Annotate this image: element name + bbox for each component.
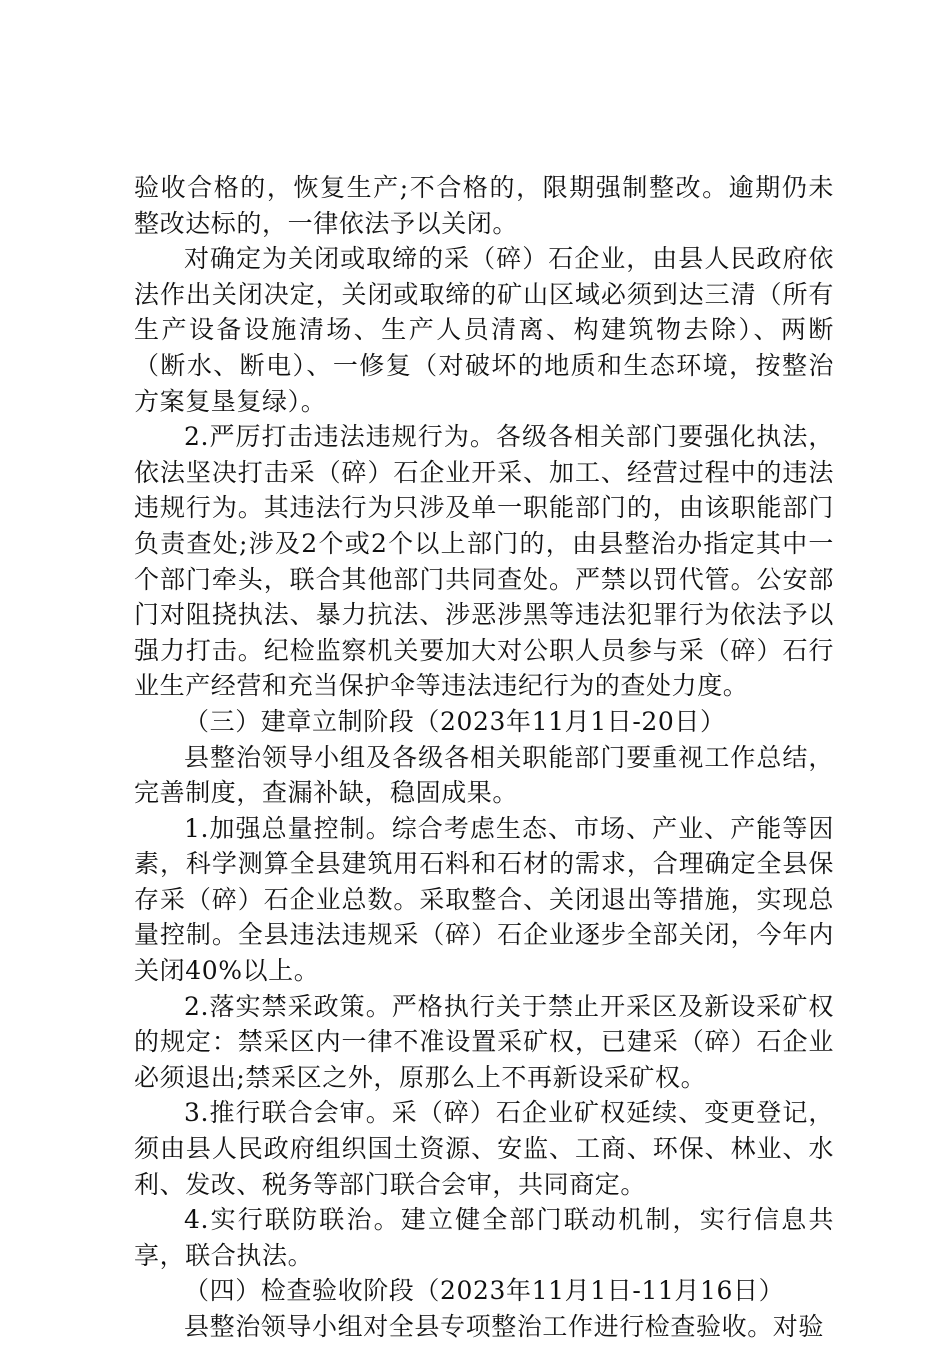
paragraph: 县整治领导小组及各级各相关职能部门要重视工作总结，完善制度，查漏补缺，稳固成果。 bbox=[134, 742, 834, 808]
paragraph: 4.实行联防联治。建立健全部门联动机制，实行信息共享，联合执法。 bbox=[134, 1205, 834, 1270]
paragraph: 验收合格的，恢复生产;不合格的，限期强制整改。逾期仍未整改达标的，一律依法予以关闭。 bbox=[134, 173, 834, 238]
paragraph: 2.落实禁采政策。严格执行关于禁止开采区及新设采矿权的规定：禁采区内一律不准设置采矿权，已建采（碎）石企业必须退出;禁采区之外，原那么上不再新设采矿权。 bbox=[134, 991, 834, 1092]
section-heading: （三）建章立制阶段（2023年11月1日-20日） bbox=[184, 706, 726, 736]
document-body bbox=[134, 170, 834, 1345]
section-heading: （四）检查验收阶段（2023年11月1日-11月16日） bbox=[184, 1276, 785, 1306]
paragraph: 3.推行联合会审。采（碎）石企业矿权延续、变更登记，须由县人民政府组织国土资源、安监、工商、环保、林业、水利、发改、税务等部门联合会审，共同商定。 bbox=[134, 1098, 834, 1199]
paragraph: 2.严厉打击违法违规行为。各级各相关部门要强化执法，依法坚决打击采（碎）石企业开采、加工、经营过程中的违法违规行为。其违法行为只涉及单一职能部门的，由该职能部门负责查处;涉及2个或2个以上部门的，由县整治办指定其中一个部门牵头，联合其他部门共同查处。严禁以罚代管。公安部门对阻挠执法、暴力抗法、涉恶涉黑等违法犯罪行为依法予以强力打击。纪检监察机关要加大对公职人员参与采（碎）石行业生产经营和充当保护伞等违法违纪行为的查处力度。 bbox=[134, 422, 834, 701]
paragraph: 1.加强总量控制。综合考虑生态、市场、产业、产能等因素，科学测算全县建筑用石料和石材的需求，合理确定全县保存采（碎）石企业总数。采取整合、关闭退出等措施，实现总量控制。全县违法违规采（碎）石企业逐步全部关闭，今年内关闭40%以上。 bbox=[134, 813, 834, 986]
paragraph: 对确定为关闭或取缔的采（碎）石企业，由县人民政府依法作出关闭决定，关闭或取缔的矿山区域必须到达三清（所有生产设备设施清场、生产人员清离、构建筑物去除）、两断（断水、断电）、一修复（对破坏的地质和生态环境，按整治方案复垦复绿）。 bbox=[134, 244, 834, 416]
paragraph: 县整治领导小组对全县专项整治工作进行检查验收。对验 bbox=[184, 1312, 825, 1341]
